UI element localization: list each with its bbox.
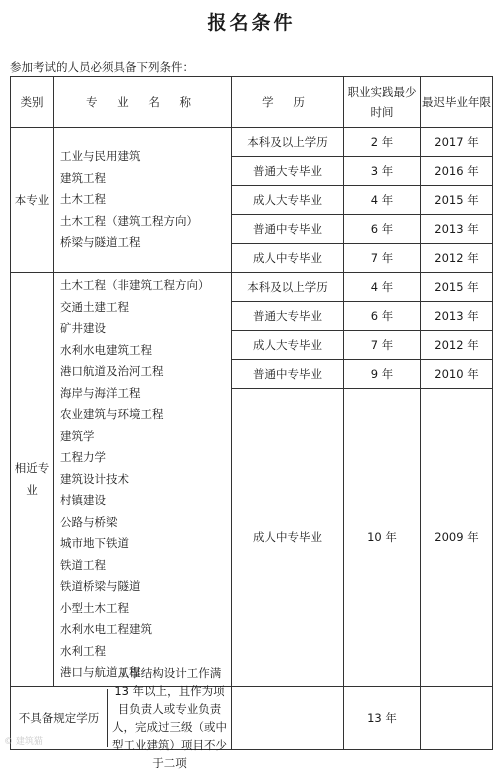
major-item: 铁道桥梁与隧道	[60, 579, 141, 593]
major-item: 海岸与海洋工程	[60, 385, 141, 400]
education-cell: 普通大专毕业	[232, 157, 344, 186]
major-item: 水利水电建筑工程	[60, 342, 152, 357]
years-cell: 10 年	[344, 389, 421, 687]
education-cell: 本科及以上学历	[232, 128, 344, 157]
major-item: 城市地下铁道	[60, 536, 129, 550]
header-category: 类别	[11, 77, 54, 128]
grad-cell: 2015 年	[421, 186, 493, 215]
header-education: 学 历	[232, 77, 344, 128]
years-cell: 7 年	[344, 331, 421, 360]
major-item: 土木工程	[60, 192, 106, 207]
education-cell: 成人中专毕业	[232, 244, 344, 273]
years-cell: 6 年	[344, 302, 421, 331]
watermark: © 建筑猫	[4, 737, 43, 747]
major-item: 交通土建工程	[60, 299, 129, 314]
years-cell: 6 年	[344, 215, 421, 244]
table-row	[11, 273, 493, 302]
grad-cell: 2013 年	[421, 302, 493, 331]
grad-cell: 2017 年	[421, 128, 493, 157]
header-min-years: 职业实践最少时间	[344, 77, 421, 128]
grad-cell: 2010 年	[421, 360, 493, 389]
education-cell: 成人中专毕业	[232, 389, 344, 687]
grad-cell: 2009 年	[421, 389, 493, 687]
table-row	[11, 686, 493, 749]
education-cell: 成人大专毕业	[232, 331, 344, 360]
major-item: 矿井建设	[60, 321, 106, 335]
major-item: 工程力学	[60, 450, 106, 464]
major-item: 桥梁与隧道工程	[60, 235, 141, 250]
education-cell: 成人大专毕业	[232, 186, 344, 215]
major-item: 铁道工程	[60, 557, 106, 572]
major-item: 水利工程	[60, 643, 106, 658]
grad-cell: 2015 年	[421, 273, 493, 302]
grad-cell: 2012 年	[421, 331, 493, 360]
requirements-table	[10, 76, 493, 770]
major-item: 港口航道及治河工程	[60, 364, 164, 378]
grad-cell: 2012 年	[421, 244, 493, 273]
major-item: 港口与航道工程	[60, 665, 141, 679]
education-cell-empty	[232, 686, 344, 749]
majors-cell	[54, 128, 232, 273]
major-item: 水利水电工程建筑	[60, 622, 152, 636]
major-item: 建筑工程	[60, 170, 106, 185]
years-cell: 4 年	[344, 273, 421, 302]
description-cell: 从事结构设计工作满 13 年以上，且作为项目负责人或专业负责人，完成过三级（或中型工业建筑）项目不少于二项	[112, 665, 227, 770]
education-cell: 普通中专毕业	[232, 215, 344, 244]
major-item: 公路与桥梁	[60, 514, 118, 529]
years-cell: 2 年	[344, 128, 421, 157]
intro-text: 参加考试的人员必须具备下列条件：	[10, 60, 194, 74]
years-cell: 9 年	[344, 360, 421, 389]
header-row	[11, 77, 493, 128]
grad-cell: 2013 年	[421, 215, 493, 244]
grad-cell-empty	[421, 686, 493, 749]
years-cell: 4 年	[344, 186, 421, 215]
major-item: 土木工程（建筑工程方向）	[60, 213, 198, 228]
years-cell: 3 年	[344, 157, 421, 186]
major-item: 村镇建设	[60, 493, 106, 507]
major-item: 工业与民用建筑	[60, 149, 141, 164]
years-cell: 13 年	[344, 686, 421, 749]
category-cell: 本专业	[11, 128, 54, 273]
education-cell: 普通大专毕业	[232, 302, 344, 331]
major-item: 建筑学	[60, 428, 95, 443]
education-cell: 本科及以上学历	[232, 273, 344, 302]
years-cell: 7 年	[344, 244, 421, 273]
header-latest-grad: 最迟毕业年限	[421, 77, 493, 128]
header-major: 专 业 名 称	[54, 77, 232, 128]
page-title: 报名条件	[207, 12, 296, 34]
major-item: 土木工程（非建筑工程方向）	[60, 278, 210, 292]
major-item: 农业建筑与环境工程	[60, 407, 164, 421]
category-cell: 相近专业	[11, 273, 54, 687]
education-cell: 普通中专毕业	[232, 360, 344, 389]
major-item: 建筑设计技术	[60, 471, 129, 486]
majors-cell	[54, 273, 232, 687]
grad-cell: 2016 年	[421, 157, 493, 186]
category-cell: 不具备规定学历	[11, 689, 108, 747]
table-row	[11, 128, 493, 157]
major-item: 小型土木工程	[60, 600, 129, 615]
